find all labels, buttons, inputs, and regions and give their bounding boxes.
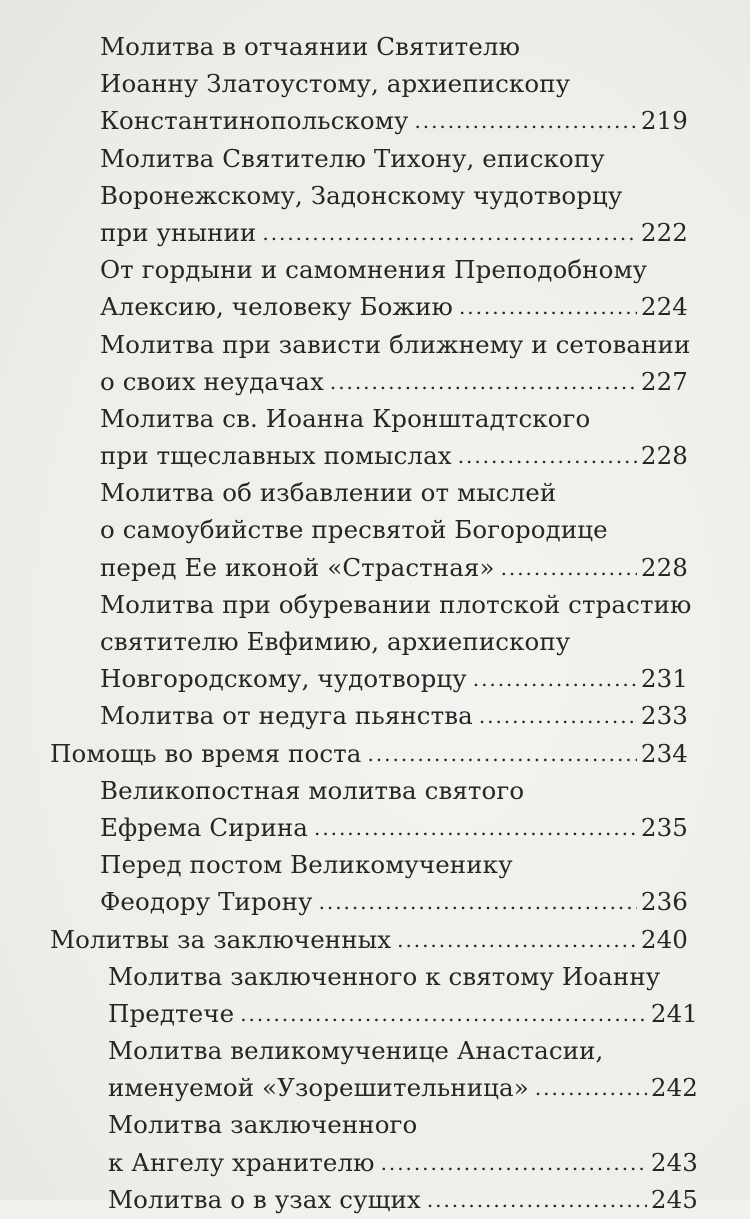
toc-entry-line[interactable]: именуемой «Узорешительница» . . . 242	[0, 1069, 750, 1106]
toc-entry-line: Молитва об избавлении от мыслей	[100, 478, 557, 508]
page-number: 227	[640, 366, 688, 396]
toc-entry-line[interactable]: перед Ее иконой «Страстная» . . . 228	[0, 549, 750, 586]
page-number: 224	[640, 292, 688, 322]
page-number: 234	[640, 738, 688, 768]
dot-leader	[427, 1180, 647, 1219]
dot-leader	[314, 808, 637, 847]
toc-section-line[interactable]: Молитвы за заключенных . . . 240	[0, 921, 750, 958]
toc-entry-line: Молитва заключенного к святому Иоанну	[108, 961, 661, 991]
toc-entry-line: Молитва св. Иоанна Кронштадтского	[100, 403, 591, 433]
toc-entry-line: Молитва в отчаянии Святителю	[100, 32, 521, 61]
dot-leader	[368, 734, 637, 773]
dot-leader	[459, 287, 637, 326]
dot-leader	[501, 548, 637, 587]
dot-leader	[414, 101, 636, 140]
page-number: 245	[650, 1184, 698, 1214]
toc-entry-line: Молитва заключенного	[108, 1110, 418, 1140]
page-number: 241	[650, 998, 698, 1028]
toc-entry-line[interactable]: Молитва от недуга пьянства . . . 233	[0, 697, 750, 734]
toc-entry-line: о самоубийстве пресвятой Богородице	[100, 515, 608, 545]
toc-entry-line: святителю Евфимию, архиепископу	[100, 627, 571, 656]
toc-entry-line: Великопостная молитва святого	[100, 775, 525, 805]
dot-leader	[319, 882, 637, 921]
toc-entry-line[interactable]: Предтече . . . 241	[0, 995, 750, 1032]
toc-entry-line[interactable]: Молитва о в узах сущих . . . 245	[0, 1181, 750, 1218]
toc-entry-line[interactable]: Ефрема Сирина . . . 235	[0, 809, 750, 846]
dot-leader	[397, 920, 637, 959]
toc-entry-line: Воронежскому, Задонскому чудотворцу	[100, 180, 623, 210]
toc-entry-line[interactable]: при тщеславных помыслах . . . 228	[0, 437, 750, 474]
toc-entry-line: От гордыни и самомнения Преподобному	[100, 255, 648, 285]
page-number: 243	[650, 1147, 698, 1177]
dot-leader	[381, 1143, 647, 1182]
toc-entry-line[interactable]: Новгородскому, чудотворцу . . . 231	[0, 660, 750, 697]
dot-leader	[240, 994, 647, 1033]
page-number: 240	[640, 924, 688, 954]
page-number: 231	[640, 664, 688, 694]
toc-entry-line: Перед постом Великомученику	[100, 850, 513, 880]
toc-entry-line: Молитва Святителю Тихону, епископу	[100, 143, 605, 173]
toc-entry-line: Молитва при обуревании плотской страстию	[100, 589, 692, 619]
page-number: 222	[640, 217, 688, 247]
page-number: 235	[640, 812, 688, 842]
page-number: 228	[640, 441, 688, 471]
toc-entry-line[interactable]: при унынии . . . 222	[0, 214, 750, 251]
toc-entry-line: Иоанну Златоустому, архиепископу	[100, 69, 571, 99]
dot-leader	[458, 436, 637, 475]
page-number: 228	[640, 552, 688, 582]
dot-leader	[262, 213, 637, 252]
dot-leader	[473, 659, 637, 698]
toc-entry-line: Молитва великомученице Анастасии,	[108, 1036, 604, 1066]
table-of-contents	[0, 28, 750, 1218]
toc-entry-line: Молитва при зависти ближнему и сетовании	[100, 329, 691, 359]
dot-leader	[330, 362, 637, 401]
page-number: 236	[640, 887, 688, 917]
toc-section-line[interactable]: Помощь во время поста . . . 234	[0, 735, 750, 772]
toc-entry-line[interactable]: Феодору Тирону . . . 236	[0, 883, 750, 920]
page-number: 219	[640, 106, 688, 136]
dot-leader	[535, 1068, 647, 1107]
toc-entry-line[interactable]: о своих неудачах . . . 227	[0, 363, 750, 400]
toc-entry-line[interactable]: Алексию, человеку Божию . . . 224	[0, 288, 750, 325]
page-number: 233	[640, 701, 688, 731]
toc-entry-line[interactable]: к Ангелу хранителю . . . 243	[0, 1144, 750, 1181]
page-number: 242	[650, 1073, 698, 1103]
dot-leader	[479, 696, 637, 735]
toc-entry-line[interactable]: Константинопольскому . . . 219	[0, 102, 750, 139]
